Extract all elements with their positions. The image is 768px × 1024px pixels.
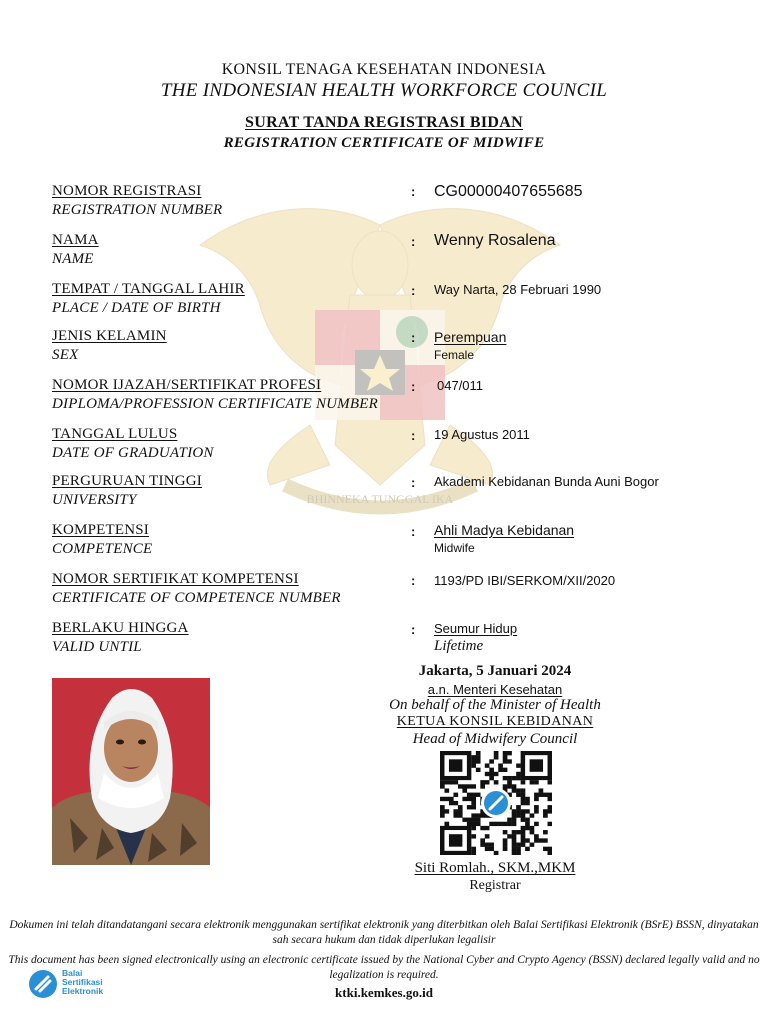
label-registration-number: NOMOR REGISTRASI REGISTRATION NUMBER — [52, 183, 223, 218]
bsre-logo-line1: Balai — [62, 968, 83, 978]
colon: : — [411, 524, 416, 539]
value-university: Akademi Kebidanan Bunda Auni Bogor — [434, 474, 659, 489]
position-id: KETUA KONSIL KEBIDANAN — [396, 714, 594, 729]
value-registration-number: CG00000407655685 — [434, 183, 583, 200]
on-behalf-en: On behalf of the Minister of Health — [389, 697, 601, 713]
label-sex: JENIS KELAMIN SEX — [52, 328, 167, 363]
colon: : — [411, 475, 416, 490]
label-diploma: NOMOR IJAZAH/SERTIFIKAT PROFESI DIPLOMA/PROFESSION CERTIFICATE NUMBER — [52, 377, 378, 412]
emblem-motto: BHINNEKA TUNGGAL IKA — [306, 492, 454, 506]
council-name-en: THE INDONESIAN HEALTH WORKFORCE COUNCIL — [160, 80, 608, 101]
colon: : — [411, 379, 416, 394]
position-en: Head of Midwifery Council — [412, 731, 578, 747]
value-birth: Way Narta, 28 Februari 1990 — [434, 282, 602, 297]
bsre-logo-line2: Sertifikasi — [62, 977, 103, 987]
colon: : — [411, 330, 416, 345]
value-diploma: 047/011 — [437, 378, 484, 393]
label-competence: KOMPETENSI COMPETENCE — [52, 522, 153, 557]
value-sex: Perempuan Female — [434, 329, 507, 362]
value-graduation: 19 Agustus 2011 — [434, 427, 530, 442]
doc-title-id: SURAT TANDA REGISTRASI BIDAN — [245, 114, 523, 131]
colon: : — [411, 283, 416, 298]
label-name: NAMA NAME — [52, 232, 99, 267]
label-graduation: TANGGAL LULUS DATE OF GRADUATION — [52, 426, 214, 461]
value-valid-until: Seumur Hidup Lifetime — [434, 621, 518, 654]
doc-title-en: REGISTRATION CERTIFICATE OF MIDWIFE — [223, 135, 545, 151]
signer-role: Registrar — [469, 878, 521, 893]
label-birth: TEMPAT / TANGGAL LAHIR PLACE / DATE OF BIRTH — [52, 281, 245, 316]
colon: : — [411, 184, 416, 199]
notice-en: This document has been signed electronically using an electronic certificate issued by the National Cyber and Crypto Agency (BSSN) declared legally valid and no legalization is required. — [8, 954, 760, 981]
label-valid-until: BERLAKU HINGGA VALID UNTIL — [52, 620, 189, 655]
value-name: Wenny Rosalena — [434, 232, 556, 249]
colon: : — [411, 622, 416, 637]
label-competence-cert: NOMOR SERTIFIKAT KOMPETENSI CERTIFICATE OF COMPETENCE NUMBER — [52, 571, 341, 606]
holder-photo — [52, 678, 210, 865]
bsre-logo-line3: Elektronik — [62, 986, 104, 996]
colon: : — [411, 573, 416, 588]
qr-code[interactable] — [440, 751, 552, 855]
value-competence-cert: 1193/PD IBI/SERKOM/XII/2020 — [434, 573, 616, 588]
label-university: PERGURUAN TINGGI UNIVERSITY — [52, 473, 203, 508]
signer-name: Siti Romlah., SKM.,MKM — [414, 860, 576, 876]
colon: : — [411, 234, 416, 249]
notice-id: Dokumen ini telah ditandatangani secara elektronik menggunakan sertifikat elektronik yang diterbitkan oleh Balai Sertifikasi Elektronik (BSrE) BSSN, dinyatakan sah secara hukum dan tidak diperlukan legalisir — [9, 919, 759, 946]
website-link[interactable]: ktki.kemkes.go.id — [335, 985, 433, 1000]
colon: : — [411, 428, 416, 443]
on-behalf-id: a.n. Menteri Kesehatan — [427, 682, 563, 697]
council-name-id: KONSIL TENAGA KESEHATAN INDONESIA — [221, 61, 547, 78]
value-competence: Ahli Madya Kebidanan Midwife — [434, 522, 575, 555]
place-date: Jakarta, 5 Januari 2024 — [418, 663, 572, 679]
